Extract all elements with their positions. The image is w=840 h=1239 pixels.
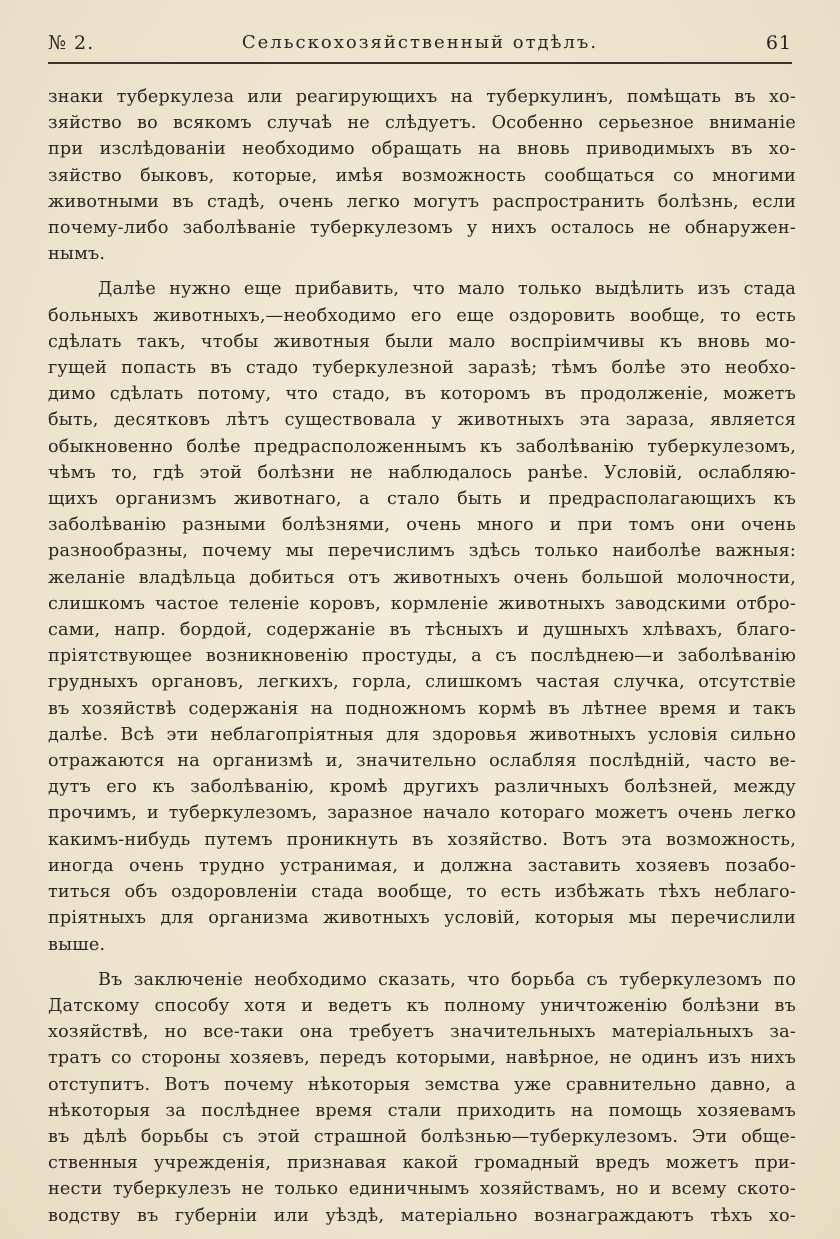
text-line: нѣкоторыя за послѣднее время стали приходить на помощь хозяевамъ bbox=[48, 1100, 796, 1121]
text-line: зяйство быковъ, которые, имѣя возможность сообщаться со многими bbox=[48, 165, 796, 186]
text-line: какимъ-нибудь путемъ проникнуть въ хозяйство. Вотъ эта возможность, bbox=[48, 829, 796, 850]
text-line: водству въ губерніи или уѣздѣ, матеріально вознаграждаютъ тѣхъ хо- bbox=[48, 1205, 796, 1226]
section-title: Сельскохозяйственный отдѣлъ. bbox=[241, 32, 599, 53]
text-line: больныхъ животныхъ,—необходимо его еще оздоровить вообще, то есть bbox=[48, 305, 796, 326]
text-line: въ дѣлѣ борьбы съ этой страшной болѣзнью—туберкулезомъ. Эти обще- bbox=[48, 1126, 796, 1147]
text-line: быть, десятковъ лѣтъ существовала у животныхъ эта зараза, является bbox=[48, 410, 796, 431]
header-rule bbox=[48, 62, 792, 64]
page-number: 61 bbox=[765, 32, 792, 54]
text-line: Далѣе нужно еще прибавить, что мало только выдѣлить изъ стада bbox=[98, 279, 796, 300]
text-line: разнообразны, почему мы перечислимъ здѣсь только наиболѣе важныя: bbox=[48, 541, 796, 562]
paragraph-2 bbox=[48, 276, 796, 957]
text-line: димо сдѣлать потому, что стадо, въ которомъ въ продолженіе, можетъ bbox=[48, 384, 796, 405]
text-line: нымъ. bbox=[48, 244, 106, 265]
body-text bbox=[48, 84, 796, 1229]
text-line: почему-либо заболѣваніе туберкулезомъ у нихъ осталось не обнаружен- bbox=[48, 218, 796, 239]
text-line: нести туберкулезъ не только единичнымъ хозяйствамъ, но и всему ското- bbox=[48, 1179, 796, 1200]
paragraph-1 bbox=[48, 84, 796, 267]
text-line: гущей попасть въ стадо туберкулезной заразѣ; тѣмъ болѣе это необхо- bbox=[48, 358, 796, 379]
text-line: хозяйствѣ, но все-таки она требуетъ значительныхъ матеріальныхъ за- bbox=[48, 1022, 796, 1043]
text-line: прочимъ, и туберкулезомъ, заразное начало котораго можетъ очень легко bbox=[48, 803, 796, 824]
running-header bbox=[48, 30, 792, 60]
issue-number: № 2. bbox=[48, 32, 95, 54]
text-line: грудныхъ органовъ, легкихъ, горла, слишкомъ частая случка, отсутствіе bbox=[48, 672, 796, 693]
text-line: сдѣлать такъ, чтобы животныя были мало воспріимчивы къ вновь мо- bbox=[48, 331, 796, 352]
text-line: желаніе владѣльца добиться отъ животныхъ очень большой молочности, bbox=[48, 567, 796, 588]
text-line: знаки туберкулеза или реагирующихъ на туберкулинъ, помѣщать въ хо- bbox=[48, 87, 796, 107]
text-line: сами, напр. бордой, содержаніе въ тѣсныхъ и душныхъ хлѣвахъ, благо- bbox=[48, 620, 796, 641]
text-line: животными въ стадѣ, очень легко могутъ распространить болѣзнь, если bbox=[48, 191, 796, 212]
text-line: отступитъ. Вотъ почему нѣкоторыя земства уже сравнительно давно, а bbox=[48, 1074, 796, 1095]
text-line: въ хозяйствѣ содержанія на подножномъ кормѣ въ лѣтнее время и такъ bbox=[48, 698, 796, 719]
text-line: далѣе. Всѣ эти неблагопріятныя для здоровья животныхъ условія сильно bbox=[48, 724, 796, 745]
text-line: щихъ организмъ животнаго, а стало быть и предрасполагающихъ къ bbox=[48, 489, 796, 510]
text-line: пріятныхъ для организма животныхъ условій, которыя мы перечислили bbox=[48, 908, 796, 929]
text-line: зяйство во всякомъ случаѣ не слѣдуетъ. Особенно серьезное вниманіе bbox=[48, 113, 796, 134]
paragraph-3 bbox=[48, 967, 796, 1229]
text-line: отражаются на организмѣ и, значительно ослабляя послѣдній, часто ве- bbox=[48, 751, 796, 772]
text-line: тратъ со стороны хозяевъ, передъ которыми, навѣрное, не одинъ изъ нихъ bbox=[48, 1048, 796, 1069]
text-line: Датскому способу хотя и ведетъ къ полному уничтоженію болѣзни въ bbox=[48, 995, 796, 1016]
text-line: заболѣванію разными болѣзнями, очень много и при томъ они очень bbox=[48, 515, 796, 536]
text-line: чѣмъ то, гдѣ этой болѣзни не наблюдалось ранѣе. Условій, ослабляю- bbox=[48, 462, 796, 483]
text-line: обыкновенно болѣе предрасположеннымъ къ заболѣванію туберкулезомъ, bbox=[48, 436, 796, 457]
text-line: при изслѣдованіи необходимо обращать на вновь приводимыхъ въ хо- bbox=[48, 139, 796, 160]
text-line: дутъ его къ заболѣванію, кромѣ другихъ различныхъ болѣзней, между bbox=[48, 777, 796, 798]
text-line: Въ заключеніе необходимо сказать, что борьба съ туберкулезомъ по bbox=[98, 969, 796, 990]
text-line: ственныя учрежденія, признавая какой громадный вредъ можетъ при- bbox=[48, 1153, 796, 1174]
text-line: титься объ оздоровленіи стада вообще, то есть избѣжать тѣхъ неблаго- bbox=[48, 882, 796, 903]
text-line: слишкомъ частое теленіе коровъ, кормленіе животныхъ заводскими отбро- bbox=[48, 593, 796, 614]
text-line: пріятствующее возникновенію простуды, а съ послѣднею—и заболѣванію bbox=[48, 646, 796, 667]
text-line: выше. bbox=[48, 934, 106, 955]
text-line: иногда очень трудно устранимая, и должна заставить хозяевъ позабо- bbox=[48, 855, 796, 876]
